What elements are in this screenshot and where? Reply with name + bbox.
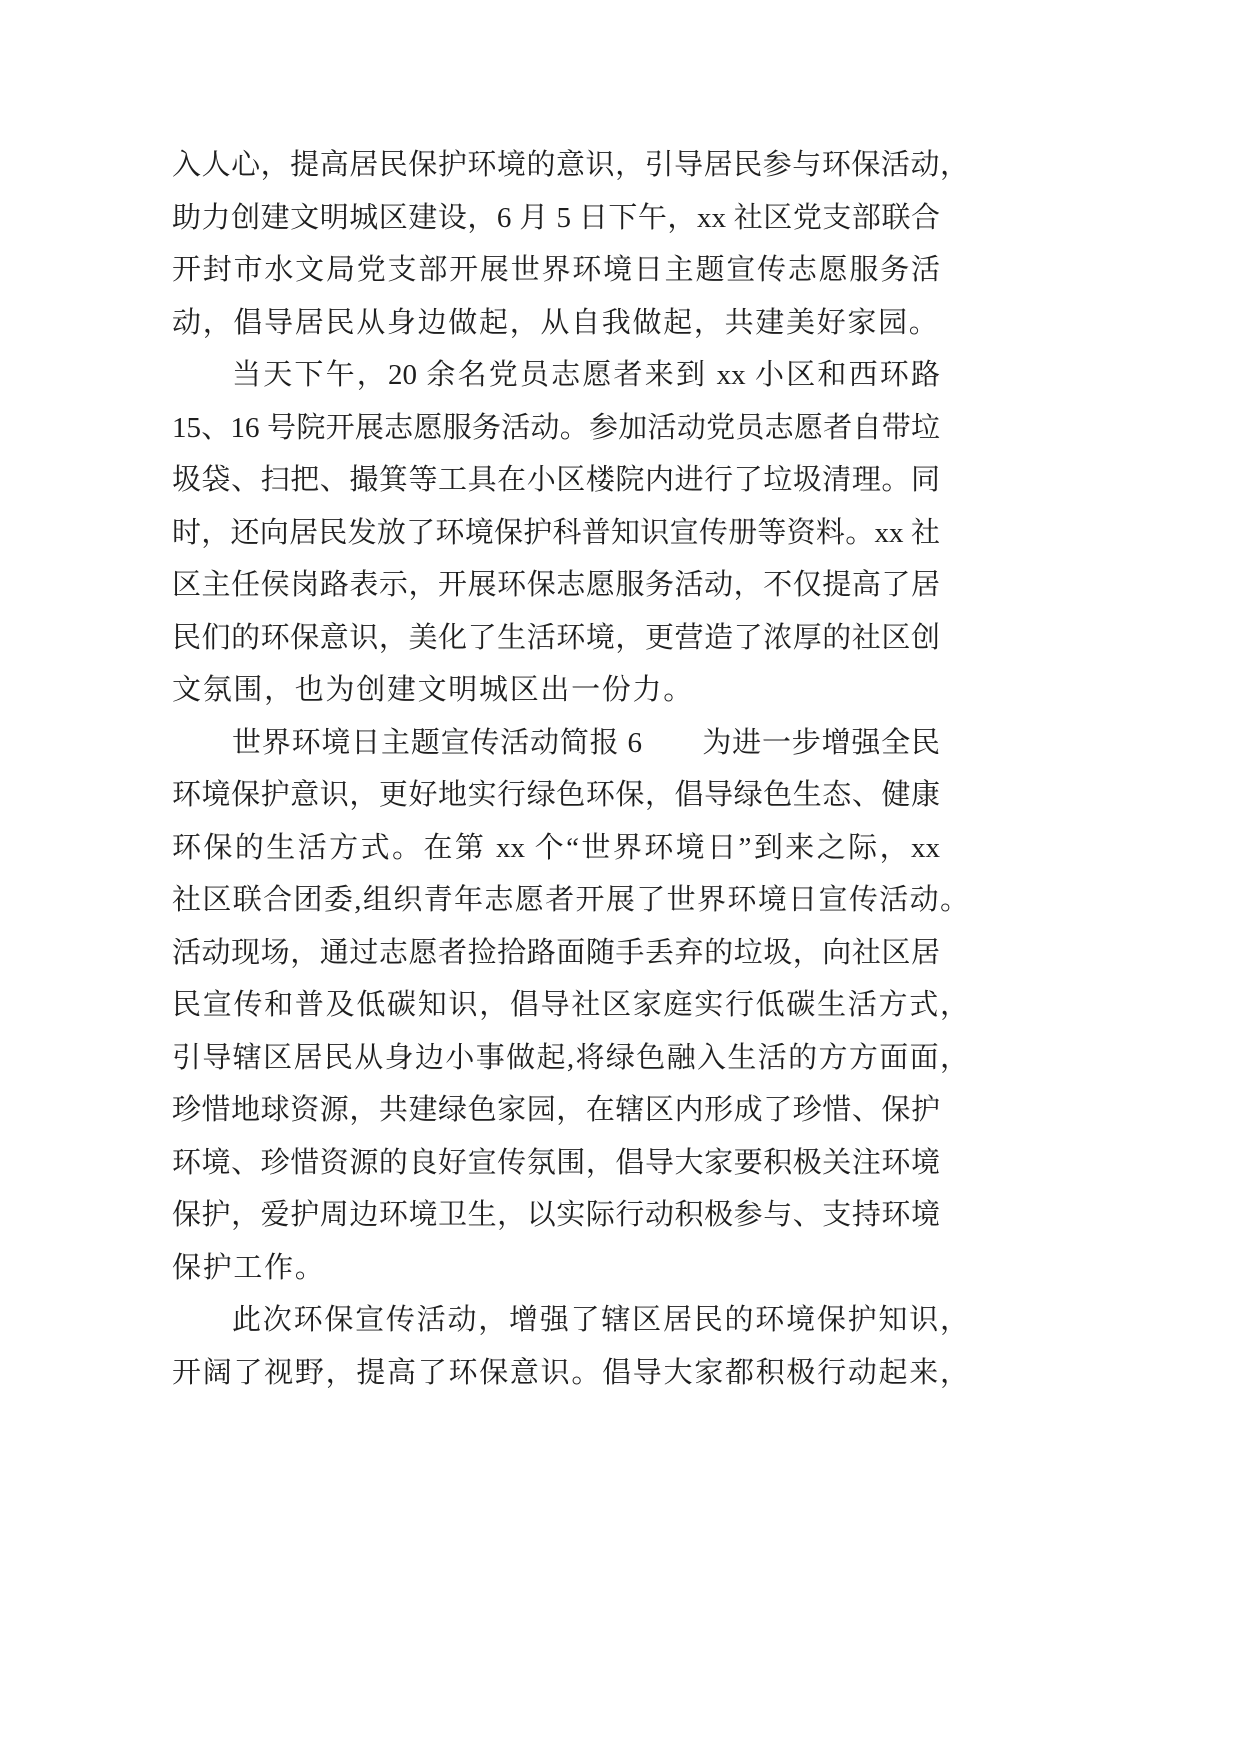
text-line: 区主任侯岗路表示，开展环保志愿服务活动，不仅提高了居 [172,569,940,601]
text-line-with-report-title: 世界环境日主题宣传活动简报 6 为进一步增强全民 [232,726,940,759]
text-line: 动，倡导居民从身边做起，从自我做起，共建美好家园。 [172,306,940,339]
text-line: 民宣传和普及低碳知识，倡导社区家庭实行低碳生活方式， [172,989,969,1021]
text-line: 当天下午，20 余名党员志愿者来到 xx 小区和西环路 [232,359,940,391]
text-line: 活动现场，通过志愿者捡拾路面随手丢弃的垃圾，向社区居 [172,936,940,969]
text-line: 15、16 号院开展志愿服务活动。参加活动党员志愿者自带垃 [172,411,940,444]
text-line: 保护工作。 [172,1251,326,1284]
text-line: 社区联合团委,组织青年志愿者开展了世界环境日宣传活动。 [172,884,969,916]
document-body-text [172,139,969,1399]
paragraph-briefing-6 [172,717,969,1295]
text-line: 引导辖区居民从身边小事做起,将绿色融入生活的方方面面， [172,1041,969,1074]
text-line: 民们的环保意识，美化了生活环境，更营造了浓厚的社区创 [172,621,940,654]
paragraph-continuation [172,139,969,349]
text-line: 时，还向居民发放了环境保护科普知识宣传册等资料。xx 社 [172,516,940,549]
text-line: 环保的生活方式。在第 xx 个“世界环境日”到来之际，xx [172,831,940,864]
text-line: 珍惜地球资源，共建绿色家园，在辖区内形成了珍惜、保护 [172,1094,940,1126]
text-line: 助力创建文明城区建设，6 月 5 日下午，xx 社区党支部联合 [172,201,940,234]
text-line: 保护，爱护周边环境卫生，以实际行动积极参与、支持环境 [172,1199,940,1231]
paragraph-summary [172,1294,969,1399]
text-line: 环境、珍惜资源的良好宣传氛围，倡导大家要积极关注环境 [172,1146,940,1179]
text-line: 开封市水文局党支部开展世界环境日主题宣传志愿服务活 [172,254,940,286]
text-line: 文氛围，也为创建文明城区出一份力。 [172,674,694,706]
text-line: 开阔了视野，提高了环保意识。倡导大家都积极行动起来， [172,1356,969,1389]
text-line: 入人心，提高居民保护环境的意识，引导居民参与环保活动， [172,149,969,181]
text-line: 此次环保宣传活动，增强了辖区居民的环境保护知识， [232,1304,969,1336]
text-line: 环境保护意识，更好地实行绿色环保，倡导绿色生态、健康 [172,779,940,811]
text-line: 圾袋、扫把、撮箕等工具在小区楼院内进行了垃圾清理。同 [172,464,940,496]
paragraph-volunteer-cleanup [172,349,940,717]
